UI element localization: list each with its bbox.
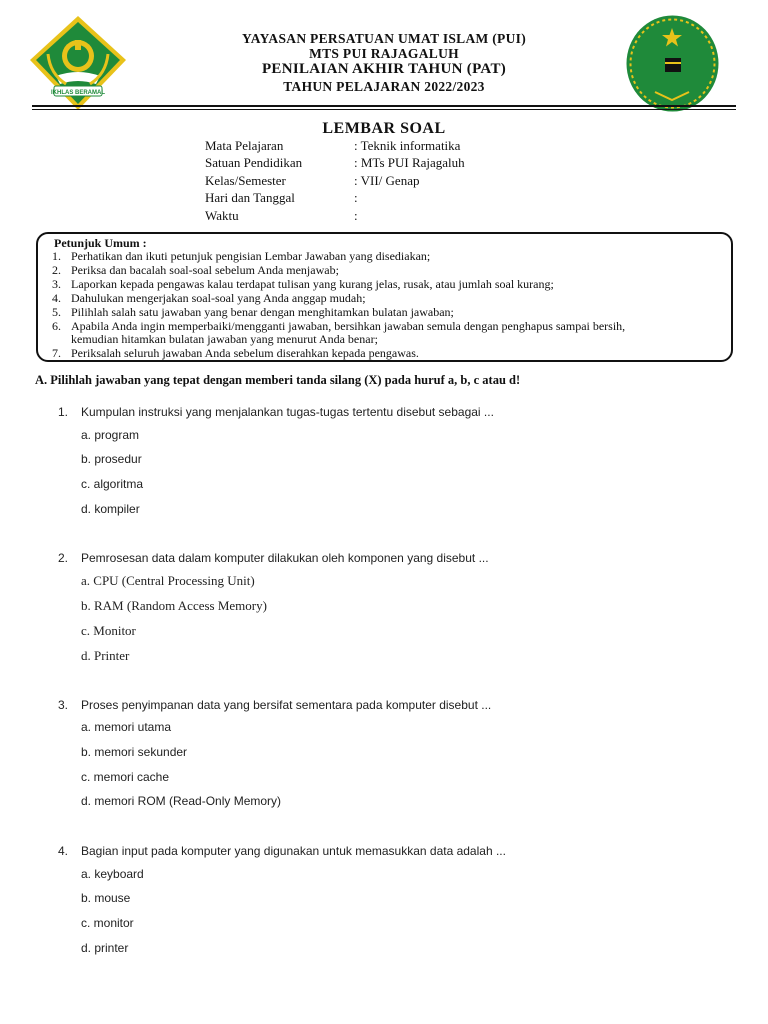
answer-option[interactable]: d. memori ROM (Read-Only Memory) xyxy=(81,794,282,808)
header-divider xyxy=(32,105,736,107)
question-text: Kumpulan instruksi yang menjalankan tugas-tugas tertentu disebut sebagai ... xyxy=(81,405,494,419)
instruction-text: Laporkan kepada pengawas kalau terdapat tulisan yang kurang jelas, rusak, atau jumlah soal kurang; xyxy=(71,277,554,291)
info-label: Satuan Pendidikan xyxy=(205,155,303,170)
answer-option[interactable]: c. memori cache xyxy=(81,770,170,784)
question-text: Bagian input pada komputer yang digunakan untuk memasukkan data adalah ... xyxy=(81,844,506,858)
school-name: MTS PUI RAJAGALUH xyxy=(309,46,459,61)
question-text: Pemrosesan data dalam komputer dilakukan oleh komponen yang disebut ... xyxy=(81,551,489,565)
instructions-box xyxy=(36,232,733,362)
question-number: 2. xyxy=(58,551,69,565)
answer-option[interactable]: d. Printer xyxy=(81,648,130,663)
answer-option[interactable]: d. kompiler xyxy=(81,502,140,516)
foundation-name: YAYASAN PERSATUAN UMAT ISLAM (PUI) xyxy=(242,31,526,46)
header-divider-thin xyxy=(32,109,736,110)
instruction-text: kemudian hitamkan bulatan jawaban yang menurut Anda benar; xyxy=(71,332,378,346)
info-value: : MTs PUI Rajagaluh xyxy=(354,155,465,170)
exam-title: PENILAIAN AKHIR TAHUN (PAT) xyxy=(261,61,507,77)
instruction-text: Dahulukan mengerjakan soal-soal yang Anda anggap mudah; xyxy=(71,291,366,305)
instruction-text: Perhatikan dan ikuti petunjuk pengisian Lembar Jawaban yang disediakan; xyxy=(71,249,431,263)
instruction-text: Apabila Anda ingin memperbaiki/mengganti jawaban, bersihkan jawaban semula dengan penghapus sampai bersih, xyxy=(71,319,626,333)
info-label: Kelas/Semester xyxy=(205,173,286,188)
answer-option[interactable]: c. algoritma xyxy=(81,477,144,491)
answer-option[interactable]: b. memori sekunder xyxy=(81,745,188,759)
answer-option[interactable]: a. CPU (Central Processing Unit) xyxy=(81,573,255,588)
answer-option[interactable]: c. monitor xyxy=(81,916,134,930)
instruction-number: 7. xyxy=(52,346,61,360)
info-value: : Teknik informatika xyxy=(354,138,461,153)
question-number: 1. xyxy=(58,405,69,419)
instruction-text: Pilihlah salah satu jawaban yang benar dengan menghitamkan bulatan jawaban; xyxy=(71,305,454,319)
instruction-text: Periksalah seluruh jawaban Anda sebelum diserahkan kepada pengawas. xyxy=(71,346,419,360)
question-number: 3. xyxy=(58,698,69,712)
instruction-number: 1. xyxy=(52,249,61,263)
info-value: : xyxy=(354,208,358,223)
answer-option[interactable]: b. prosedur xyxy=(81,452,142,466)
info-label: Waktu xyxy=(205,208,239,223)
answer-option[interactable]: b. mouse xyxy=(81,891,131,905)
info-value: : xyxy=(354,190,358,205)
question-number: 4. xyxy=(58,844,69,858)
instruction-number: 2. xyxy=(52,263,61,277)
answer-option[interactable]: a. memori utama xyxy=(81,720,172,734)
academic-year: TAHUN PELAJARAN 2022/2023 xyxy=(283,79,485,94)
logo-motto: IKHLAS BERAMAL xyxy=(51,90,105,96)
instruction-number: 6. xyxy=(52,319,61,333)
answer-option[interactable]: c. Monitor xyxy=(81,623,136,638)
answer-option[interactable]: b. RAM (Random Access Memory) xyxy=(81,598,267,613)
question-text: Proses penyimpanan data yang bersifat sementara pada komputer disebut ... xyxy=(81,698,492,712)
answer-option[interactable]: a. program xyxy=(81,428,140,442)
instruction-number: 4. xyxy=(52,291,61,305)
info-label: Hari dan Tanggal xyxy=(205,190,295,205)
instruction-text: Periksa dan bacalah soal-soal sebelum Anda menjawab; xyxy=(71,263,339,277)
instructions-title: Petunjuk Umum : xyxy=(54,236,147,250)
section-a-title: A. Pilihlah jawaban yang tepat dengan memberi tanda silang (X) pada huruf a, b, c atau d! xyxy=(35,373,521,387)
info-label: Mata Pelajaran xyxy=(205,138,284,153)
instruction-number: 3. xyxy=(52,277,61,291)
answer-option[interactable]: d. printer xyxy=(81,941,129,955)
answer-option[interactable]: a. keyboard xyxy=(81,867,144,881)
sheet-title: LEMBAR SOAL xyxy=(322,120,446,137)
info-value: : VII/ Genap xyxy=(354,173,420,188)
instruction-number: 5. xyxy=(52,305,61,319)
